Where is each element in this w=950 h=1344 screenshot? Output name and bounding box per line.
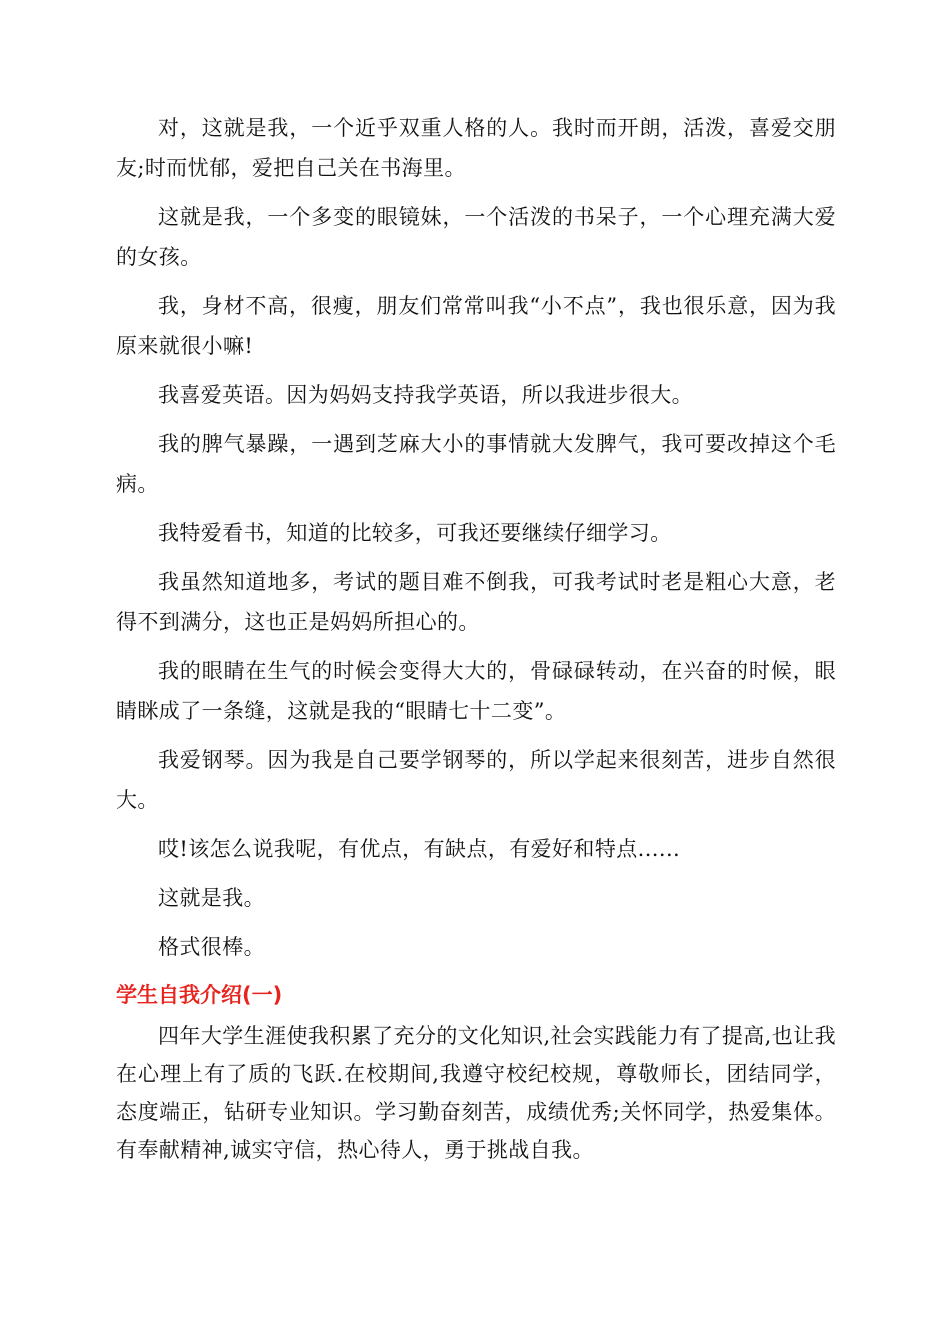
paragraph-7: 我虽然知道地多，考试的题目难不倒我，可我考试时老是粗心大意，老得不到满分，这也正是妈妈所担心的。 bbox=[116, 570, 836, 634]
paragraph-11: 这就是我。 bbox=[158, 886, 265, 910]
section-heading: 学生自我介绍(一) bbox=[116, 983, 283, 1007]
paragraph-9: 我爱钢琴。因为我是自己要学钢琴的，所以学起来很刻苦，进步自然很大。 bbox=[116, 748, 836, 812]
document-page bbox=[116, 108, 836, 1169]
paragraph-8: 我的眼睛在生气的时候会变得大大的，骨碌碌转动，在兴奋的时候，眼睛眯成了一条缝，这就是我的“眼睛七十二变”。 bbox=[116, 659, 836, 723]
paragraph-10: 哎!该怎么说我呢，有优点，有缺点，有爱好和特点...... bbox=[158, 837, 681, 861]
paragraph-6: 我特爱看书，知道的比较多，可我还要继续仔细学习。 bbox=[158, 521, 672, 545]
paragraph-2: 这就是我，一个多变的眼镜妹，一个活泼的书呆子，一个心理充满大爱的女孩。 bbox=[116, 205, 836, 269]
paragraph-12: 格式很棒。 bbox=[158, 935, 265, 959]
paragraph-4: 我喜爱英语。因为妈妈支持我学英语，所以我进步很大。 bbox=[158, 383, 693, 407]
paragraph-1: 对，这就是我，一个近乎双重人格的人。我时而开朗，活泼，喜爱交朋友;时而忧郁，爱把自己关在书海里。 bbox=[116, 116, 836, 180]
section-body: 四年大学生涯使我积累了充分的文化知识,社会实践能力有了提高,也让我在心理上有了质的飞跃.在校期间,我遵守校纪校规，尊敬师长，团结同学，态度端正，钻研专业知识。学习勤奋刻苦，成绩优秀;关怀同学，热爱集体。有奉献精神,诚实守信，热心待人，勇于挑战自我。 bbox=[116, 1024, 836, 1162]
paragraph-5: 我的脾气暴躁，一遇到芝麻大小的事情就大发脾气，我可要改掉这个毛病。 bbox=[116, 432, 836, 496]
paragraph-3: 我，身材不高，很瘦，朋友们常常叫我“小不点”，我也很乐意，因为我原来就很小嘛! bbox=[116, 294, 836, 358]
